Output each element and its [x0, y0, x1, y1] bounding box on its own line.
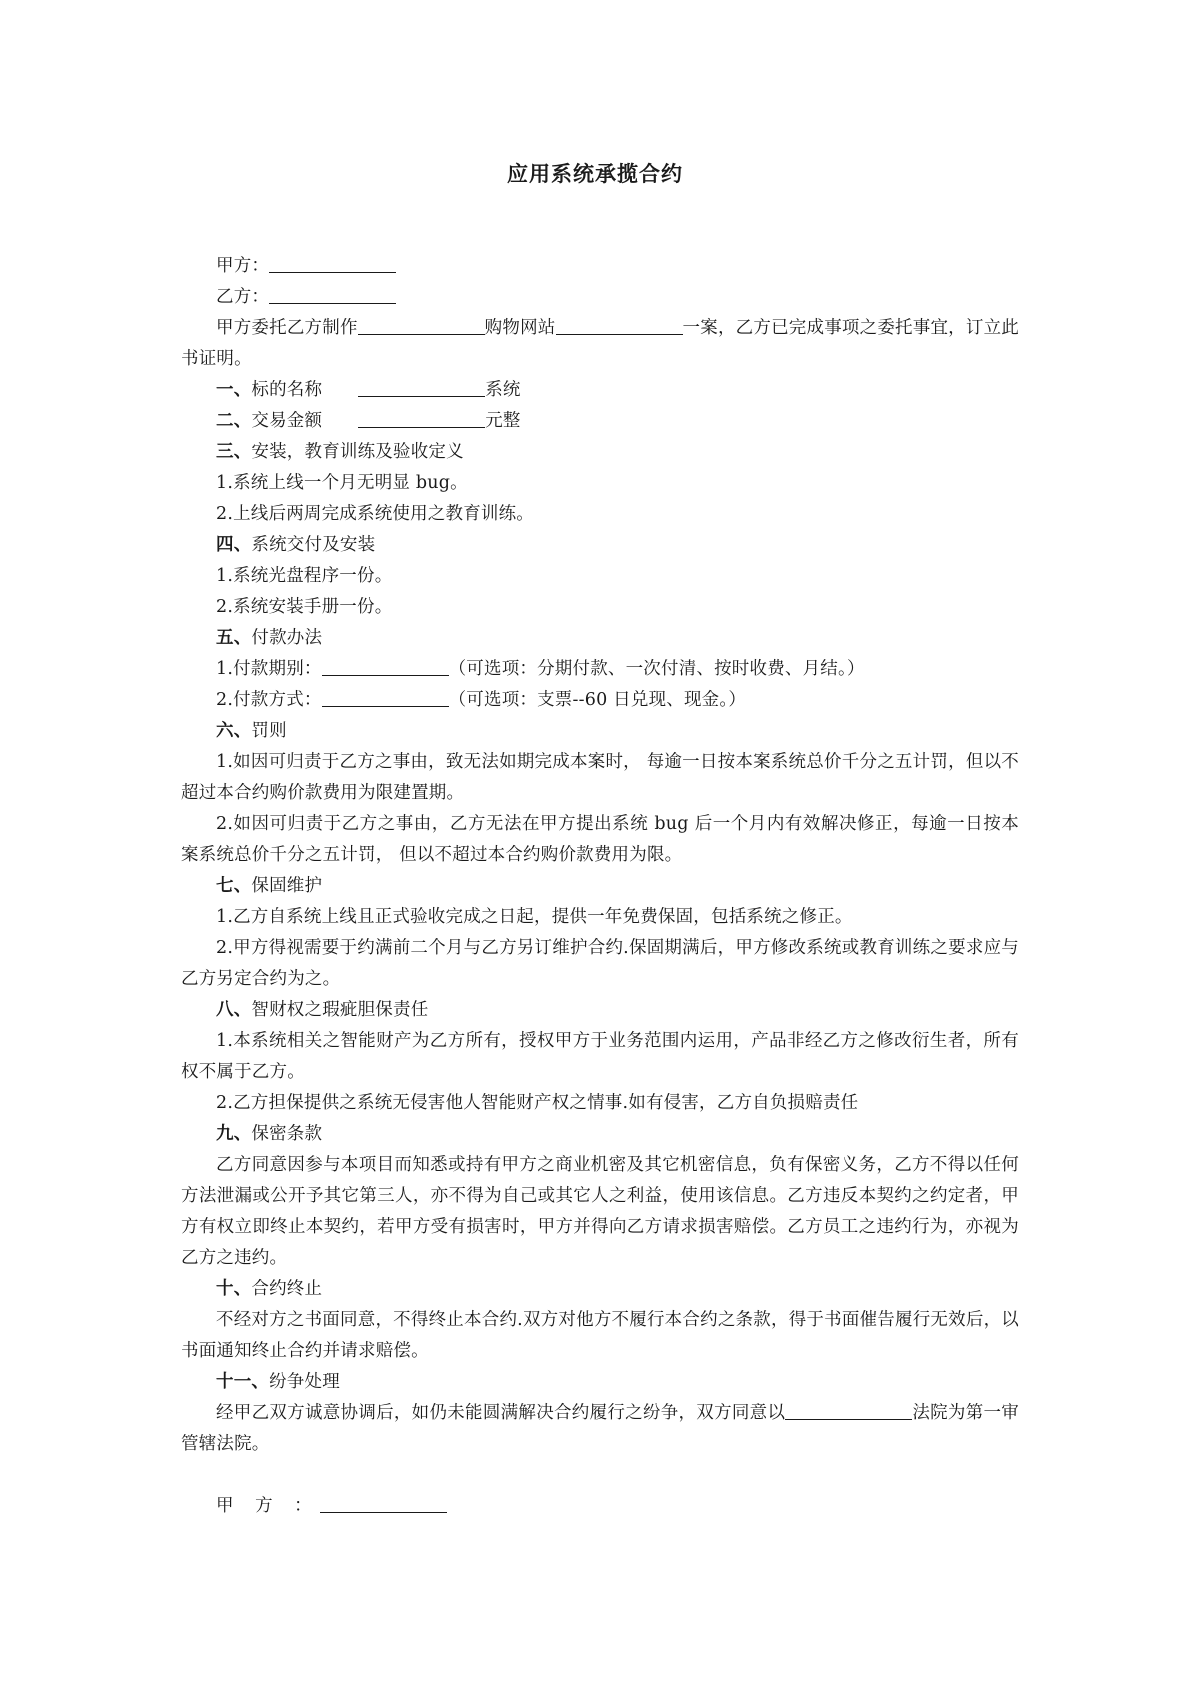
- intro-paragraph: [181, 313, 1019, 375]
- party-a-blank: [269, 252, 396, 273]
- section-3-item: 2.上线后两周完成系统使用之教育训练。: [216, 504, 534, 524]
- section-1-suffix: 系统: [485, 380, 521, 400]
- party-b-blank: [269, 283, 396, 304]
- payment-method-blank: [322, 686, 449, 707]
- section-5-heading: [181, 623, 1019, 654]
- section-10-text: 不经对方之书面同意，不得终止本合约.双方对他方不履行本合约之条款，得于书面催告履行无效后，以书面通知终止合约并请求赔偿。: [181, 1310, 1019, 1361]
- section-8-title: 智财权之瑕疵胆保责任: [251, 1000, 429, 1020]
- document-title: 应用系统承揽合约: [507, 162, 683, 186]
- section-7-title: 保固维护: [251, 876, 323, 896]
- intro-text-2: 购物网站: [484, 318, 556, 338]
- section-4-heading: [181, 530, 1019, 561]
- section-5-number: 五、: [216, 628, 252, 648]
- section-10-title: 合约终止: [251, 1279, 323, 1299]
- signature-party-a-blank: [320, 1492, 447, 1513]
- intro-text-3: 一案，乙方已完成事项之委托事宜，订立此书证明。: [181, 318, 1019, 369]
- payment-method-line: [181, 685, 1019, 716]
- section-4-item: 1.系统光盘程序一份。: [216, 566, 393, 586]
- section-6-item: 2.如因可归责于乙方之事由，乙方无法在甲方提出系统 bug 后一个月内有效解决修正，每逾一日按本案系统总价千分之五计罚， 但以不超过本合约购价款费用为限。: [181, 814, 1019, 865]
- party-a-label: 甲方：: [216, 256, 270, 276]
- project-name-blank: [358, 314, 485, 335]
- section-3-item: 1.系统上线一个月无明显 bug。: [216, 473, 468, 493]
- section-6-title: 罚则: [251, 721, 287, 741]
- payment-method-label: 2.付款方式：: [216, 690, 322, 710]
- section-6-heading: [181, 716, 1019, 747]
- section-2-number: 二、: [216, 411, 252, 431]
- payment-period-line: [181, 654, 1019, 685]
- signature-party-a: [181, 1491, 1019, 1522]
- section-4-item: 2.系统安装手册一份。: [216, 597, 393, 617]
- payment-method-options: （可选项：支票--60 日兑现、现金。）: [448, 690, 747, 710]
- section-6-item: 1.如因可归责于乙方之事由，致无法如期完成本案时， 每逾一日按本案系统总价千分之五计罚，但以不超过本合约购价款费用为限建置期。: [181, 752, 1019, 803]
- section-7-item: 2.甲方得视需要于约满前二个月与乙方另订维护合约.保固期满后，甲方修改系统或教育训练之要求应与乙方另定合约为之。: [181, 938, 1019, 989]
- system-name-blank: [358, 376, 485, 397]
- payment-period-label: 1.付款期别：: [216, 659, 322, 679]
- section-2-label: 交易金额: [251, 411, 323, 431]
- contract-body: [181, 251, 1019, 1522]
- payment-period-blank: [322, 655, 449, 676]
- party-a-line: [181, 251, 1019, 282]
- section-11-text-1: 经甲乙双方诚意协调后，如仍未能圆满解决合约履行之纷争，双方同意以: [216, 1403, 786, 1423]
- section-11-number: 十一、: [216, 1372, 270, 1392]
- section-2-suffix: 元整: [485, 411, 521, 431]
- court-name-blank: [785, 1399, 912, 1420]
- section-4-title: 系统交付及安装: [251, 535, 376, 555]
- party-b-label: 乙方：: [216, 287, 270, 307]
- payment-period-options: （可选项：分期付款、一次付清、按时收费、月结。）: [448, 659, 865, 679]
- section-2: [181, 406, 1019, 437]
- section-11-heading: [181, 1367, 1019, 1398]
- section-6-number: 六、: [216, 721, 252, 741]
- website-name-blank: [556, 314, 683, 335]
- section-9-number: 九、: [216, 1124, 252, 1144]
- amount-blank: [358, 407, 485, 428]
- section-11-text-2: 法院为第一审管辖法院。: [181, 1403, 1020, 1454]
- section-10-number: 十、: [216, 1279, 252, 1299]
- section-11-title: 纷争处理: [269, 1372, 340, 1392]
- section-8-heading: [181, 995, 1019, 1026]
- section-7-heading: [181, 871, 1019, 902]
- section-1-label: 标的名称: [251, 380, 323, 400]
- section-7-item: 1.乙方自系统上线且正式验收完成之日起，提供一年免费保固，包括系统之修正。: [216, 907, 853, 927]
- section-10-heading: [181, 1274, 1019, 1305]
- section-8-number: 八、: [216, 1000, 252, 1020]
- section-7-number: 七、: [216, 876, 252, 896]
- section-8-item: 1.本系统相关之智能财产为乙方所有，授权甲方于业务范围内运用，产品非经乙方之修改衍生者，所有权不属于乙方。: [181, 1031, 1019, 1082]
- section-11-text: [181, 1398, 1019, 1460]
- section-5-title: 付款办法: [251, 628, 323, 648]
- section-4-number: 四、: [216, 535, 252, 555]
- section-3-heading: [181, 437, 1019, 468]
- section-8-item: 2.乙方担保提供之系统无侵害他人智能财产权之情事.如有侵害，乙方自负损赔责任: [216, 1093, 859, 1113]
- signature-party-a-label: 甲 方 ：: [216, 1496, 320, 1516]
- section-9-heading: [181, 1119, 1019, 1150]
- section-1: [181, 375, 1019, 406]
- section-9-text: 乙方同意因参与本项目而知悉或持有甲方之商业机密及其它机密信息，负有保密义务，乙方不得以任何方法泄漏或公开予其它第三人，亦不得为自己或其它人之利益，使用该信息。乙方违反本契约之约定者，甲方有权立即终止本契约，若甲方受有损害时，甲方并得向乙方请求损害赔偿。乙方员工之违约行为，亦视为乙方之违约。: [181, 1155, 1019, 1268]
- party-b-line: [181, 282, 1019, 313]
- section-3-title: 安装，教育训练及验收定义: [251, 442, 464, 462]
- section-9-title: 保密条款: [251, 1124, 323, 1144]
- intro-text-1: 甲方委托乙方制作: [216, 318, 358, 338]
- section-1-number: 一、: [216, 380, 252, 400]
- section-3-number: 三、: [216, 442, 252, 462]
